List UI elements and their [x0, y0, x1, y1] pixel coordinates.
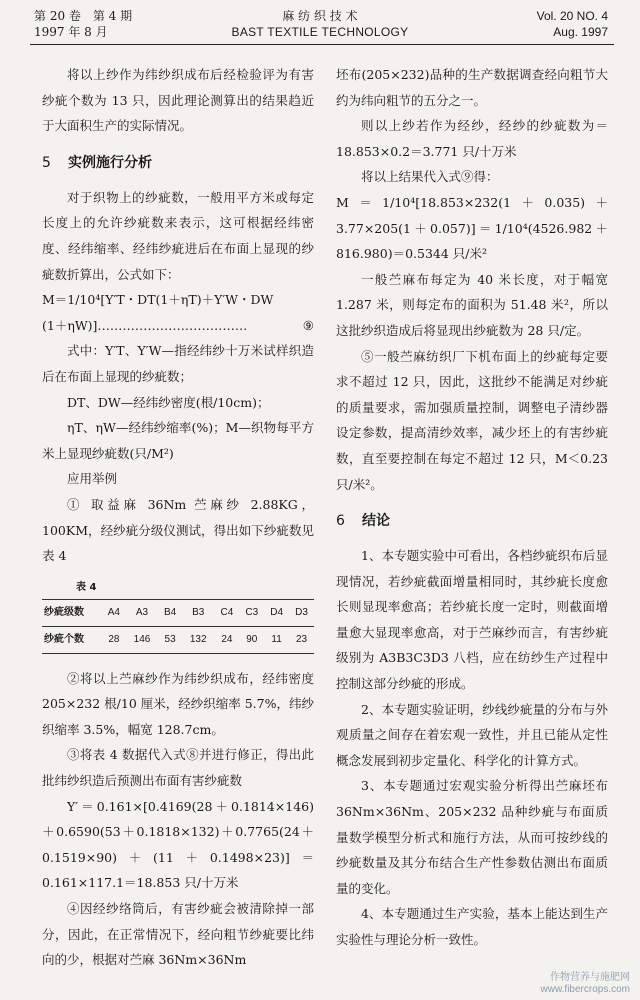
paragraph: 一般苎麻布每定为 40 米长度，对于幅宽 1.287 米，则每定布的面积为 51.48 米²，所以这批纱织造成后将显现出纱疵数为 28 只/定。	[336, 271, 608, 338]
paragraph: ① 取益麻 36Nm 苎麻纱 2.88KG，100KM，经纱疵分级仪测试，得出如下纱疵数见表 4	[42, 496, 314, 564]
table-cell: 132	[182, 626, 214, 653]
table-cell: B3	[182, 599, 214, 626]
date-en: Aug. 1997	[553, 25, 608, 39]
table-cell: A4	[102, 599, 126, 626]
section-6-title: 结论	[362, 513, 390, 530]
table-cell: C4	[214, 599, 239, 626]
paragraph: ⑤一般苎麻纺织厂下机布面上的纱疵每定要求不超过 12 只，因此，这批纱不能满足对纱疵的质量要求，需加强质量控制，调整电子清纱器设定参数，提高清纱效率，减少坯上的有害纱疵数，直至要控制在每定不超过 12 只，M＜0.23 只/米²。	[336, 348, 608, 492]
paragraph: 应用举例	[67, 471, 118, 487]
journal-title-cn: 麻 纺 织 技 术	[282, 9, 358, 23]
conclusion-item: 2、本专题实验证明，纱线纱疵量的分布与外观质量之间存在着宏观一致性，并且已能从定性概念发展到初步定量化、科学化的计算方式。	[336, 701, 608, 768]
conclusion-item: 1、本专题实验中可看出，各档纱疵织布后显现情况，若纱疵截面增量相同时，其纱疵长度愈长则显现率愈高；若纱疵长度一定时，则截面增量愈大显现率愈高，对于苎麻纱而言，有害纱疵级别为 A3B3C3D3 八档，应在纺纱生产过程中控制这部分纱疵的形成。	[336, 548, 608, 692]
journal-title-en: BAST TEXTILE TECHNOLOGY	[231, 25, 409, 39]
paragraph: 对于织物上的纱疵数，一般用平方米或每定长度上的允许纱疵数来表示，这可根据经纬密度、经纬缩率、经纬纱疵进后在布面上显现的纱疵数折算出，公式如下：	[42, 189, 314, 282]
conclusion-item: 3、本专题通过宏观实验分析得出苎麻坯布 36Nm×36Nm、205×232 品种纱疵与布面质量数学模型分析式和施行方法，从而可按纱线的纱疵数量及其分布结合生产性参数估测出布面质量的变化。	[336, 778, 608, 896]
paragraph: 式中：Y′T、Y′W—指经纬纱十万米试样织造后在布面上显现的纱疵数；	[42, 343, 314, 384]
watermark-line: 作物营养与施肥网	[550, 972, 630, 983]
table-row-label: 纱疵级数	[42, 599, 102, 626]
paragraph: ②将以上苎麻纱作为纬纱织成布，经纬密度 205×232 根/10 厘米，经纱织缩率 5.7%，纬纱织缩率 3.5%，幅宽 128.7cm。	[42, 670, 314, 737]
section-6-heading	[336, 509, 608, 533]
volume-en: Vol. 20 NO. 4	[536, 9, 608, 23]
table-cell: D3	[289, 599, 314, 626]
header-left	[34, 8, 132, 40]
paragraph: 坯布(205×232)品种的生产数据调查经向粗节大约为纬向粗节的五分之一。	[336, 67, 608, 108]
table-cell: 90	[239, 626, 264, 653]
conclusion-item: 4、本专题通过生产实验，基本上能达到生产实验性与理论分析一致性。	[336, 906, 608, 947]
paragraph: ηT、ηW—经纬纱缩率(%)；M—织物每平方米上显现纱疵数(只/M²)	[42, 420, 314, 461]
paragraph: DT、DW—经纬纱密度(根/10cm)；	[67, 394, 270, 410]
formula-line	[42, 313, 314, 339]
intro-paragraph: 将以上纱作为纬纱织成布后经检验评为有害纱疵个数为 13 只，因此理论测算出的结果趋近于大面积生产的实际情况。	[42, 67, 314, 134]
table-cell: C3	[239, 599, 264, 626]
paragraph: ③将表 4 数据代入式⑧并进行修正，得出此批纬纱织造后预测出布面有害纱疵数	[42, 747, 314, 789]
left-column	[42, 62, 314, 973]
table-cell: 11	[264, 626, 289, 653]
table-cell: D4	[264, 599, 289, 626]
formula-line: M＝1/10⁴[Y′T・DT(1＋ηT)＋Y′W・DW	[42, 292, 274, 308]
table-cell: 24	[214, 626, 239, 653]
watermark-url: www.fibercrops.com	[540, 984, 630, 995]
section-6-number: 6	[336, 513, 345, 530]
table-cell: A3	[126, 599, 158, 626]
header-rule	[30, 44, 614, 45]
formula-continuation: (1＋ηW)]………………………………	[42, 317, 248, 333]
paragraph: 则以上纱若作为经纱，经纱的纱疵数为＝18.853×0.2＝3.771 只/十万米	[336, 118, 608, 159]
table-cell: 23	[289, 626, 314, 653]
issue-date: 1997 年 8 月	[34, 25, 108, 39]
table-caption: 表 4	[76, 581, 97, 593]
table-cell: 28	[102, 626, 126, 653]
paragraph: ④因经纱络筒后，有害纱疵会被清除掉一部分，因此，在正常情况下，经向粗节纱疵要比纬向的少，根据对苎麻 36Nm×36Nm	[42, 901, 314, 968]
table-cell: 53	[158, 626, 182, 653]
header-right	[537, 8, 608, 40]
table-row	[42, 599, 314, 626]
page-header	[0, 0, 640, 46]
watermark	[541, 972, 630, 996]
table-cell: 146	[126, 626, 158, 653]
section-5-heading	[42, 151, 314, 175]
right-column	[336, 62, 608, 953]
paragraph: 将以上结果代入式⑨得：	[361, 169, 499, 185]
table-cell: B4	[158, 599, 182, 626]
header-center	[160, 8, 480, 40]
formula-block: M＝1/10⁴[18.853×232(1＋0.035)＋3.77×205(1＋0.057)]＝1/10⁴(4526.982＋816.980)＝0.5344 只/米²	[336, 194, 608, 262]
volume-issue: 第 20 卷 第 4 期	[34, 9, 133, 23]
section-5-number: 5	[42, 154, 51, 171]
section-5-title: 实例施行分析	[68, 154, 152, 171]
table-row	[42, 626, 314, 653]
table-row-label: 纱疵个数	[42, 626, 102, 653]
formula-block: Y′＝0.161×[0.4169(28＋0.1814×146)＋0.6590(53＋0.1818×132)＋0.7765(24＋0.1519×90)＋(11＋0.1498×23)]＝0.161×117.1＝18.853 只/十万米	[42, 798, 314, 891]
formula-number: ⑨	[302, 317, 314, 333]
yarn-defect-table	[42, 599, 314, 654]
